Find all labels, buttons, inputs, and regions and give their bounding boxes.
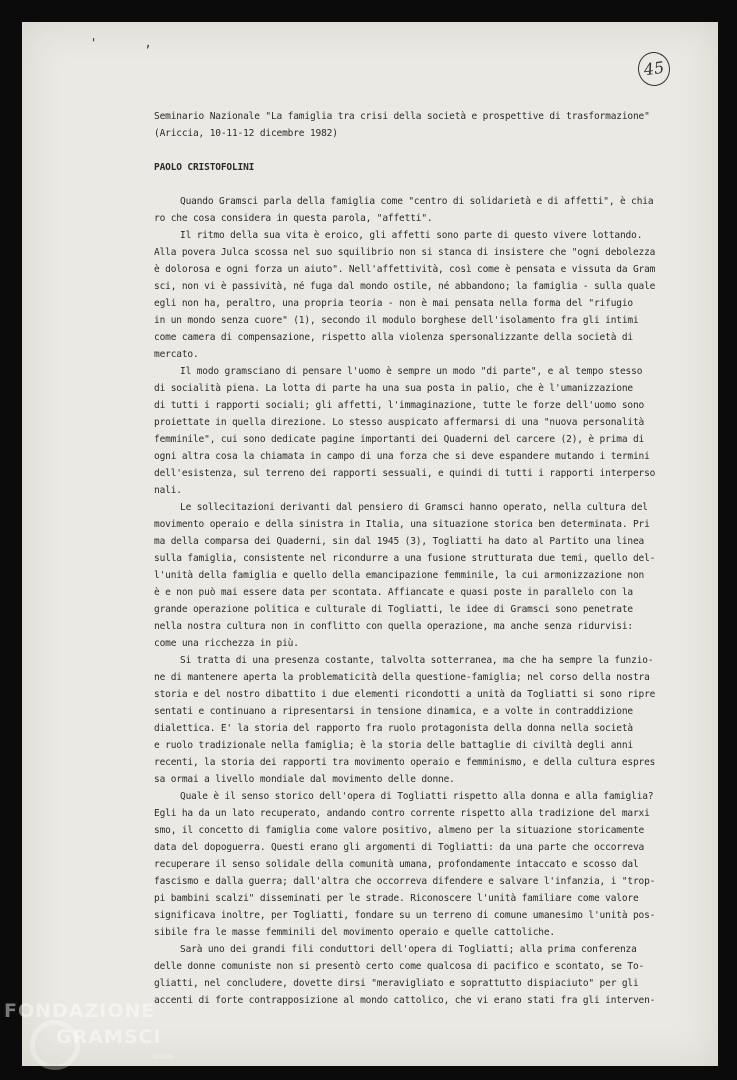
text-line: nali.: [154, 485, 182, 496]
text-line: proiettate in quella direzione. Lo stesso auspicato affermarsi di una "nuova personalità: [154, 417, 645, 428]
text-line: sibile fra le masse femminili del movimento operaio e quelle cattoliche.: [154, 927, 556, 938]
text-line: come una ricchezza in più.: [154, 638, 299, 649]
text-line: egli non ha, peraltro, una propria teoria - non è mai pensata nella forma del "rifugio: [154, 298, 633, 309]
text-line: Il ritmo della sua vita è eroico, gli affetti sono parte di questo vivere lottando.: [180, 230, 643, 241]
text-line: movimento operaio e della sinistra in Italia, una situazione storica ben determinata. Pri: [154, 519, 650, 530]
text-line: sa ormai a livello mondiale dal movimento delle donne.: [154, 774, 455, 785]
text-line: di socialità piena. La lotta di parte ha una sua posta in palio, che è l'umanizzazione: [154, 383, 633, 394]
text-line: ro che cosa considera in questa parola, "affetti".: [154, 213, 433, 224]
paragraph: [154, 788, 656, 941]
text-line: in un mondo senza cuore" (1), secondo il modulo borghese dell'isolamento fra gli intimi: [154, 315, 639, 326]
watermark-line-2: GRAMSCI: [56, 1026, 162, 1048]
text-line: significava inoltre, per Togliatti, fondare su un terreno di comune umanesimo l'unità pos-: [154, 910, 656, 921]
typewritten-text: [154, 108, 656, 1009]
fondazione-gramsci-watermark: [4, 1000, 204, 1080]
handwritten-page-number: 45: [636, 50, 672, 88]
paragraph: [154, 652, 656, 788]
text-line: di tutti i rapporti sociali; gli affetti, l'immaginazione, tutte le forze dell'uomo sono: [154, 400, 645, 411]
text-line: dell'esistenza, sul terreno dei rapporti sessuali, e quindi di tutti i rapporti interperso: [154, 468, 656, 479]
text-line: l'unità della famiglia e quello della emancipazione femminile, la cui armonizzazione non: [154, 570, 645, 581]
document-page: [22, 22, 718, 1066]
text-line: Il modo gramsciano di pensare l'uomo è sempre un modo "di parte", e al tempo stesso: [180, 366, 643, 377]
text-line: Si tratta di una presenza costante, talvolta sotterranea, ma che ha sempre la funzio-: [180, 655, 654, 666]
body-paragraphs: [154, 193, 656, 1009]
paragraph: [154, 941, 656, 1009]
text-line: femminile", cui sono dedicate pagine importanti dei Quaderni del carcere (2), è prima di: [154, 434, 645, 445]
text-line: Alla povera Julca scossa nel suo squilibrio non si stanca di insistere che "ogni debolezza: [154, 247, 656, 258]
text-line: storia e del nostro dibattito i due elementi ricondotti a unità da Togliatti si sono ripre: [154, 689, 656, 700]
paragraph: [154, 227, 656, 363]
paragraph: [154, 363, 656, 499]
text-line: sci, non vi è passività, né fuga dal mondo ostile, né abbandono; la famiglia - sulla quale: [154, 281, 656, 292]
text-line: sentati e continuano a ripresentarsi in tensione dinamica, e a volte in contraddizione: [154, 706, 633, 717]
text-line: accenti di forte contrapposizione al mondo cattolico, che vi erano stati fra gli interven-: [154, 995, 656, 1006]
text-line: recenti, la storia dei rapporti tra movimento operaio e femminismo, e della cultura espres: [154, 757, 656, 768]
text-line: recuperare il senso solidale della comunità umana, profondamente intaccato e scosso dal: [154, 859, 639, 870]
text-line: mercato.: [154, 349, 199, 360]
text-line: smo, il concetto di famiglia come valore positivo, almeno per la situazione storicamente: [154, 825, 645, 836]
text-line: Le sollecitazioni derivanti dal pensiero di Gramsci hanno operato, nella cultura del: [180, 502, 648, 513]
text-line: Sarà uno dei grandi fili conduttori dell'opera di Togliatti; alla prima conferenza: [180, 944, 637, 955]
author-name: PAOLO CRISTOFOLINI: [154, 162, 255, 173]
text-line: gliatti, nel concludere, dovette dirsi "meravigliato e soprattutto dispiaciuto" per gli: [154, 978, 639, 989]
text-line: e ruolo tradizionale nella famiglia; è la storia delle battaglie di civiltà degli anni: [154, 740, 633, 751]
header-line: Seminario Nazionale "La famiglia tra crisi della società e prospettive di trasformazione": [154, 111, 650, 122]
text-line: delle donne comuniste non si presentò certo come qualcosa di pacifico e scontato, se To-: [154, 961, 645, 972]
text-line: dialettica. E' la storia del rapporto fra ruolo protagonista della donna nella società: [154, 723, 633, 734]
text-line: ogni altra cosa la chiamata in campo di una forza che si deve espandere mutando i termini: [154, 451, 650, 462]
text-line: pi bambini scalzi" disseminati per le strade. Riconoscere l'unità familiare come valore: [154, 893, 639, 904]
text-line: ma della comparsa dei Quaderni, sin dal 1945 (3), Togliatti ha dato al Partito una linea: [154, 536, 645, 547]
text-line: grande operazione politica e culturale di Togliatti, le idee di Gramsci sono penetrate: [154, 604, 633, 615]
text-line: Egli ha da un lato recuperato, andando contro corrente rispetto alla tradizione del marxi: [154, 808, 650, 819]
text-line: è dolorosa e ogni forza un aiuto". Nell'affettività, così come è pensata e vissuta da Gram: [154, 264, 656, 275]
text-line: data del dopoguerra. Questi erano gli argomenti di Togliatti: da una parte che occorreva: [154, 842, 645, 853]
text-line: sulla famiglia, consistente nel ricondurre a una fusione strutturata due temi, quello del-: [154, 553, 656, 564]
paragraph: [154, 499, 656, 652]
punch-marks: ' ,: [90, 36, 172, 50]
text-line: Quale è il senso storico dell'opera di Togliatti rispetto alla donna e alla famiglia?: [180, 791, 654, 802]
text-line: è e non può mai essere data per scontata. Affiancate e quasi poste in parallelo con la: [154, 587, 633, 598]
text-line: fascismo e dalla guerra; dall'altra che occorreva difendere e salvare l'infanzia, i "trop-: [154, 876, 656, 887]
watermark-line-1: FONDAZIONE: [4, 1000, 156, 1022]
text-line: come camera di compensazione, rispetto alla violenza spersonalizzante della società di: [154, 332, 633, 343]
text-line: nella nostra cultura non in conflitto con quella operazione, ma anche senza ridurvisi:: [154, 621, 633, 632]
watermark-line-3: onlus: [152, 1052, 174, 1061]
text-line: ne di mantenere aperta la problematicità della questione-famiglia; nel corso della nostra: [154, 672, 650, 683]
paragraph: [154, 193, 654, 227]
text-line: Quando Gramsci parla della famiglia come "centro di solidarietà e di affetti", è chia: [180, 196, 654, 207]
header-line: (Ariccia, 10-11-12 dicembre 1982): [154, 128, 338, 139]
